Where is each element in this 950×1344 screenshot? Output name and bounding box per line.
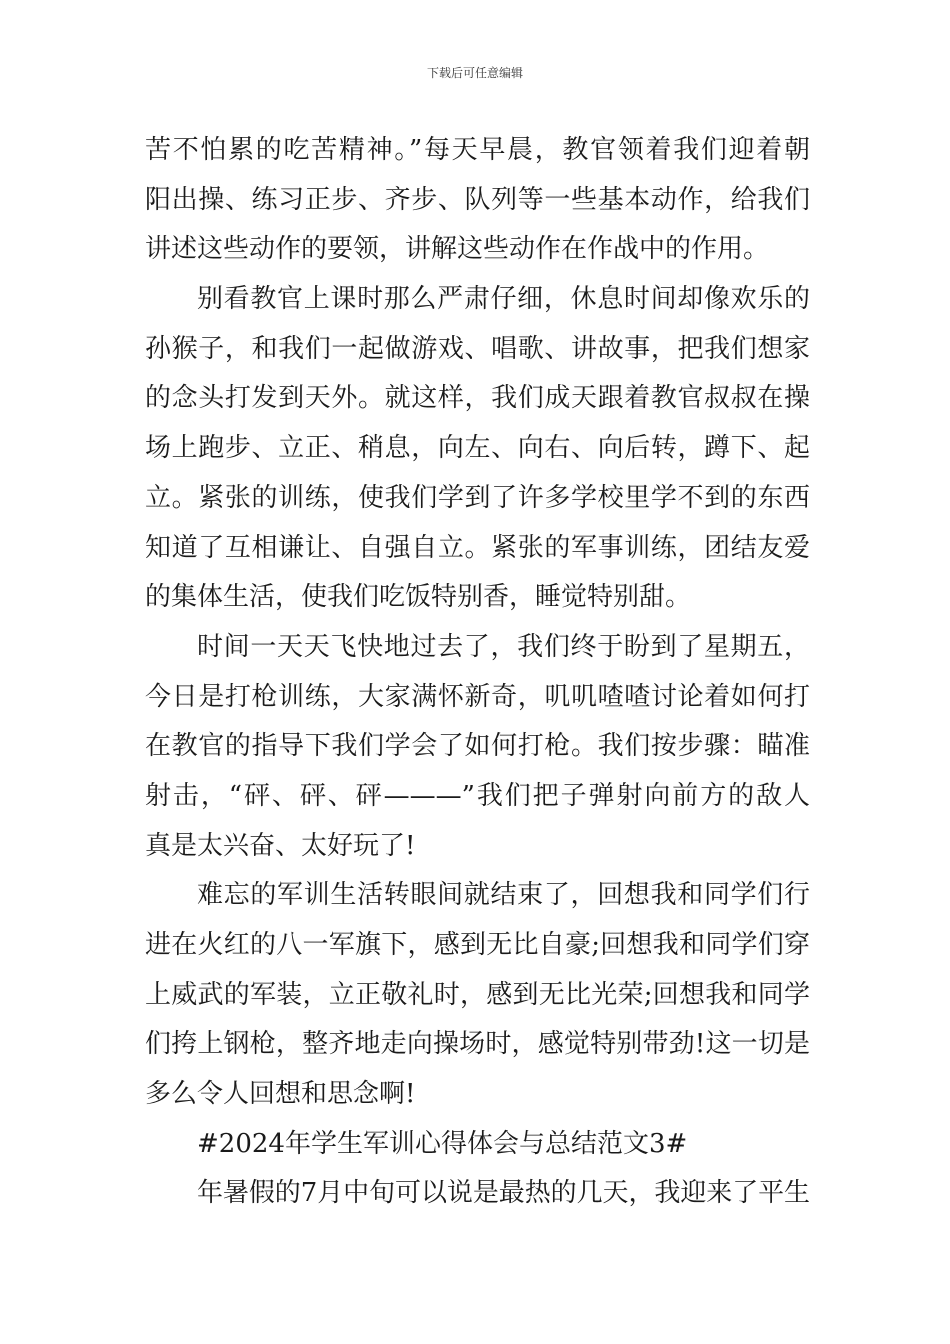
- text-line: 年暑假的7月中旬可以说是最热的几天，我迎来了平生: [197, 1178, 810, 1209]
- text-line: 进在火红的八一军旗下，感到无比自豪;回想我和同学们穿: [145, 930, 810, 960]
- text-line: 知道了互相谦让、自强自立。紧张的军事训练，团结友爱: [145, 532, 810, 563]
- text-line: 今日是打枪训练，大家满怀新奇，叽叽喳喳讨论着如何打: [145, 681, 810, 712]
- text-line: 射击，“砰、砰、砰———”我们把子弹射向前方的敌人: [145, 780, 810, 811]
- text-line: 别看教官上课时那么严肃仔细，休息时间却像欢乐的: [197, 284, 810, 315]
- document-body: [145, 126, 810, 1219]
- text-line: 的念头打发到天外。就这样，我们成天跟着教官叔叔在操: [145, 383, 810, 414]
- text-line: 多么令人回想和思念啊!: [145, 1079, 416, 1110]
- text-line: 场上跑步、立正、稍息，向左、向右、向后转，蹲下、起: [145, 433, 810, 464]
- text-line: 时间一天天飞快地过去了，我们终于盼到了星期五，: [197, 631, 810, 662]
- text-line: 的集体生活，使我们吃饭特别香，睡觉特别甜。: [145, 582, 692, 613]
- text-line: 苦不怕累的吃苦精神。”每天早晨，教官领着我们迎着朝: [145, 135, 810, 165]
- text-line: 阳出操、练习正步、齐步、队列等一些基本动作，给我们: [145, 184, 810, 215]
- text-line: 讲述这些动作的要领，讲解这些动作在作战中的作用。: [145, 234, 770, 265]
- text-line: 立。紧张的训练，使我们学到了许多学校里学不到的东西: [145, 482, 810, 513]
- page-header-note: 下载后可任意编辑: [426, 66, 523, 80]
- text-line: #2024年学生军训心得体会与总结范文3#: [197, 1128, 688, 1159]
- text-line: 难忘的军训生活转眼间就结束了，回想我和同学们行: [197, 880, 810, 911]
- text-line: 上威武的军装，立正敬礼时，感到无比光荣;回想我和同学: [145, 979, 810, 1010]
- text-line: 真是太兴奋、太好玩了!: [145, 830, 416, 861]
- text-line: 们挎上钢枪，整齐地走向操场时，感觉特别带劲!这一切是: [145, 1029, 810, 1060]
- text-line: 孙猴子，和我们一起做游戏、唱歌、讲故事，把我们想家: [145, 333, 810, 364]
- text-line: 在教官的指导下我们学会了如何打枪。我们按步骤：瞄准: [145, 731, 810, 762]
